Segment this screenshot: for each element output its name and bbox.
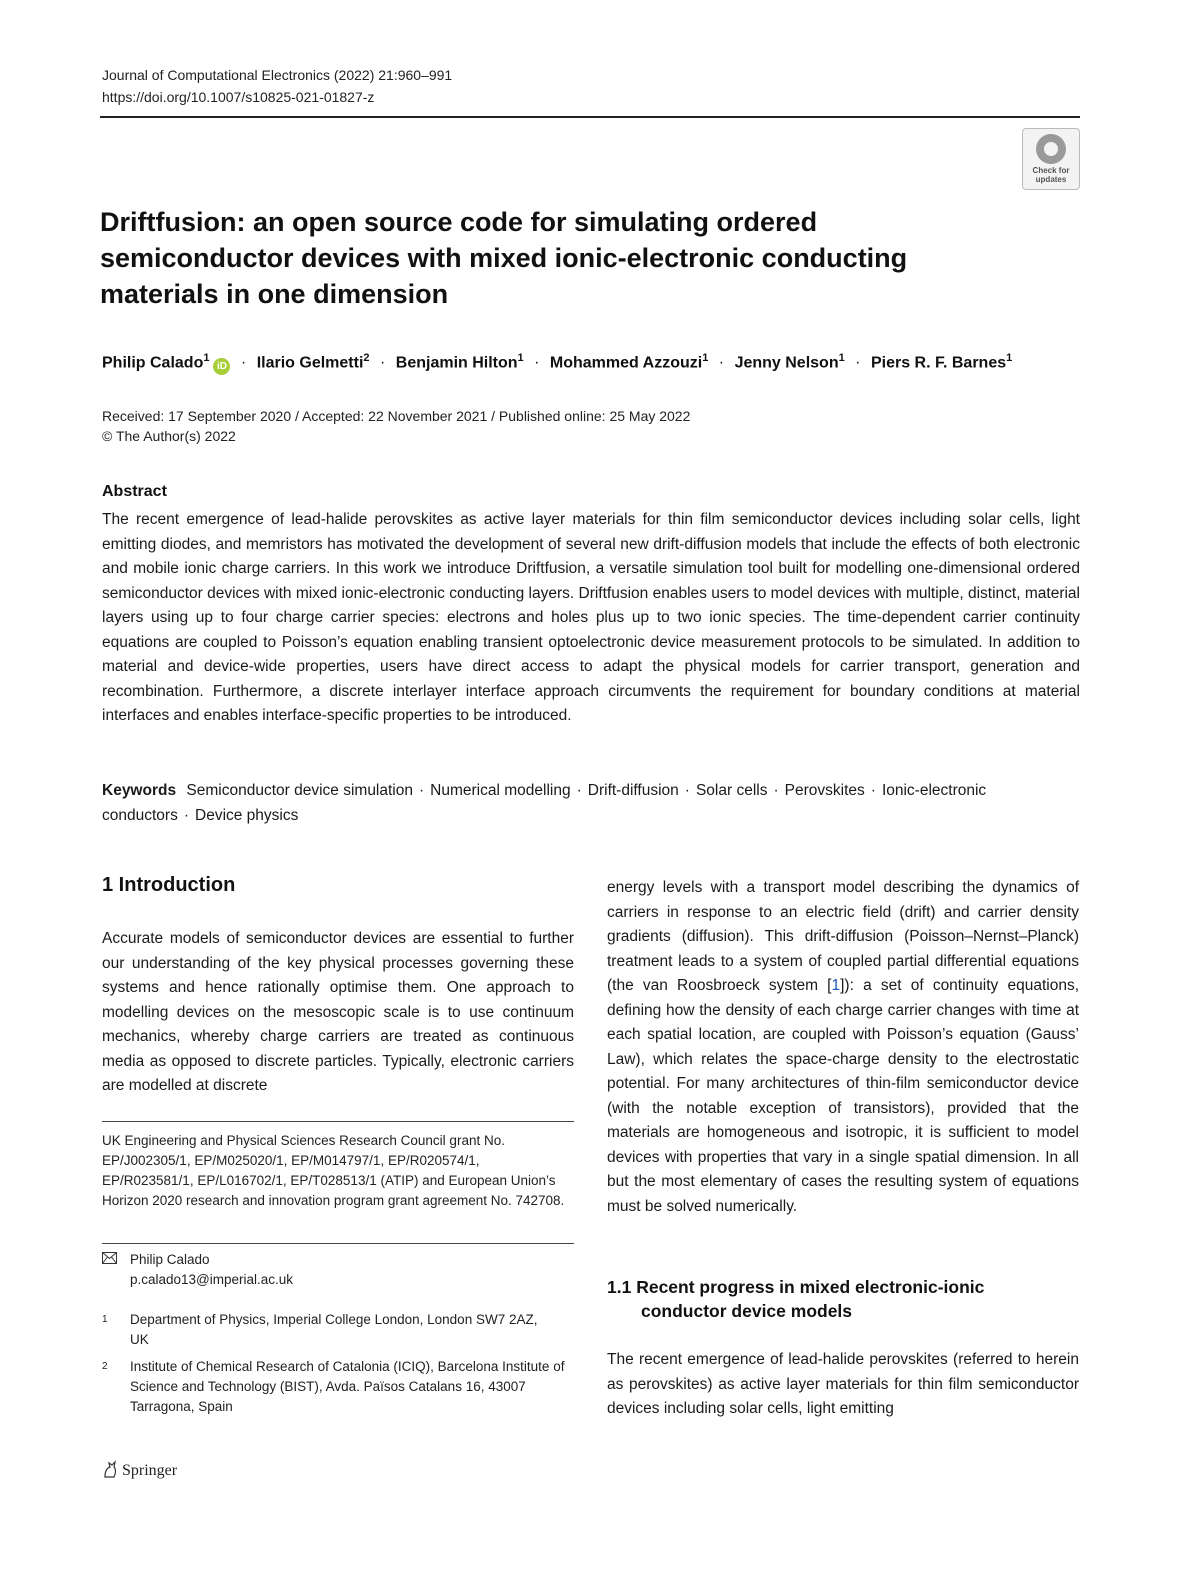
author-name[interactable]: Ilario Gelmetti — [256, 354, 364, 372]
subsection-heading: 1.1 Recent progress in mixed electronic-ionic conductor device models — [607, 1277, 985, 1321]
publisher-logo — [102, 1460, 177, 1480]
copyright-notice: © The Author(s) 2022 — [102, 428, 236, 444]
citation-link[interactable]: 1 — [831, 977, 841, 994]
affiliation-number: 2 — [102, 1361, 108, 1372]
affiliation-text: Institute of Chemical Research of Catalonia (ICIQ), Barcelona Institute of Science and Technology (BIST), Avda. Països Catalans 16, 43007 Tarragona, Spain — [130, 1359, 565, 1414]
author-name[interactable]: Philip Calado — [102, 354, 204, 372]
keywords-label: Keywords — [102, 782, 177, 799]
author-affiliation: 1 — [702, 352, 709, 364]
keyword: Perovskites — [784, 782, 865, 799]
author-affiliation: 1 — [838, 352, 845, 364]
intro-paragraph-right: energy levels with a transport model describing the dynamics of carriers in response to an electric field (drift) and carrier density gradients (diffusion). This drift-diffusion (Poisson–Nernst–Planck) treatment leads to a system of coupled partial differential equations (the van Roosbroeck system [1]): a set of continuity equations, defining how the density of each charge carrier changes with time at each spatial location, are coupled with Poisson’s equation (Gauss’ Law), which relates the space-charge density to the electrostatic potential. For many architectures of thin-film semiconductor device (with the notable exception of transistors), provided that the materials are homogeneous and isotropic, it is sufficient to model devices with properties that vary in a single spatial dimension. In all but the most elementary of cases the resulting system of equations must be solved numerically. — [607, 879, 1079, 1215]
author-affiliation: 2 — [363, 352, 370, 364]
author-affiliation: 1 — [517, 352, 524, 364]
keywords: Keywords Semiconductor device simulation · Numerical modelling · Drift-diffusion · Solar cells · Perovskites · Ionic-electronic conductors · Device physics — [102, 782, 987, 824]
funding-footnote: UK Engineering and Physical Sciences Research Council grant No. EP/J002305/1, EP/M025020/1, EP/M014797/1, EP/R020574/1, EP/R023581/1, EP/L016702/1, EP/T028513/1 (ATIP) and European Union’s Horizon 2020 research and innovation program grant agreement No. 742708. — [102, 1133, 565, 1208]
keyword: Ionic-electronic conductors — [102, 782, 987, 824]
section-heading-introduction: 1 Introduction — [102, 874, 236, 896]
check-for-updates-icon — [1036, 134, 1066, 164]
journal-header — [102, 64, 452, 108]
journal-citation: Journal of Computational Electronics (2022) 21:960–991 — [102, 67, 453, 83]
corresponding-author-email[interactable]: p.calado13@imperial.ac.uk — [130, 1272, 294, 1287]
footnote-rule — [102, 1121, 574, 1122]
author-name[interactable]: Jenny Nelson — [734, 354, 839, 372]
check-for-updates-badge[interactable] — [1022, 128, 1080, 190]
subsection-paragraph: The recent emergence of lead-halide perovskites (referred to herein as perovskites) as active layer materials for thin film semiconductor devices including solar cells, light emitting — [607, 1351, 1079, 1417]
author-affiliation: 1 — [1006, 352, 1013, 364]
author-name[interactable]: Piers R. F. Barnes — [870, 354, 1007, 372]
intro-paragraph-left: Accurate models of semiconductor devices are essential to further our understanding of the key physical processes governing these systems and hence rationally optimise them. One approach to modelling devices on the mesoscopic scale is to use continuum mechanics, whereby charge carriers are treated as continuous media as opposed to discrete particles. Typically, electronic carriers are modelled at discrete — [102, 930, 574, 1094]
keyword: Solar cells — [695, 782, 768, 799]
affiliation-text: Department of Physics, Imperial College London, London SW7 2AZ, UK — [130, 1312, 538, 1347]
publication-history: Received: 17 September 2020 / Accepted: 22 November 2021 / Published online: 25 May 2022 — [102, 408, 691, 424]
header-rule — [100, 116, 1080, 118]
keyword: Device physics — [195, 806, 299, 824]
affiliation-number: 1 — [102, 1314, 108, 1325]
envelope-icon[interactable] — [102, 1250, 117, 1270]
publication-dates — [102, 406, 690, 446]
keyword: Numerical modelling — [430, 782, 571, 799]
author-name[interactable]: Mohammed Azzouzi — [549, 354, 703, 372]
footnote-rule — [102, 1243, 574, 1244]
badge-text: Check for updates — [1032, 166, 1070, 184]
author-affiliation: 1 — [203, 352, 210, 364]
springer-horse-icon — [102, 1460, 118, 1478]
author-name[interactable]: Benjamin Hilton — [395, 354, 518, 372]
orcid-icon[interactable]: iD — [213, 358, 230, 375]
abstract-text: The recent emergence of lead-halide perovskites as active layer materials for thin film semiconductor devices including solar cells, light emitting diodes, and memristors has motivated the development of several new drift-diffusion models that include the effects of both electronic and mobile ionic charge carriers. In this work we introduce Driftfusion, a versatile simulation tool built for modelling one-dimensional ordered semiconductor devices with mixed ionic-electronic conducting layers. Driftfusion enables users to model devices with multiple, distinct, material layers using up to four charge carrier species: electrons and holes plus up to two ionic species. The time-dependent carrier continuity equations are coupled to Poisson’s equation enabling transient optoelectronic device measurement protocols to be simulated. In addition to material and device-wide properties, users have direct access to adapt the physical models for carrier transport, generation and recombination. Furthermore, a discrete interlayer interface approach circumvents the requirement for boundary conditions at material interfaces and enables interface-specific properties to be introduced. — [102, 511, 1080, 724]
keyword: Semiconductor device simulation — [186, 782, 413, 799]
publisher-name: Springer — [122, 1462, 178, 1479]
author-list: Philip Calado$^1$iD · Ilario Gelmetti$^2$ · Benjamin Hilton$^1$ · Mohammed Azzouzi$^1$ · Jenny Nelson$^1$ · Piers R. F. Barnes$^1$ — [102, 346, 1012, 375]
keyword: Drift-diffusion — [587, 782, 679, 799]
article-title: Driftfusion: an open source code for simulating ordered semiconductor devices with mixed ionic-electronic conducting materials in one dimension — [100, 207, 908, 309]
doi-link[interactable]: https://doi.org/10.1007/s10825-021-01827-z — [102, 89, 375, 105]
corresponding-author — [130, 1250, 293, 1290]
abstract-heading: Abstract — [102, 483, 167, 500]
corresponding-author-name: Philip Calado — [130, 1252, 210, 1267]
